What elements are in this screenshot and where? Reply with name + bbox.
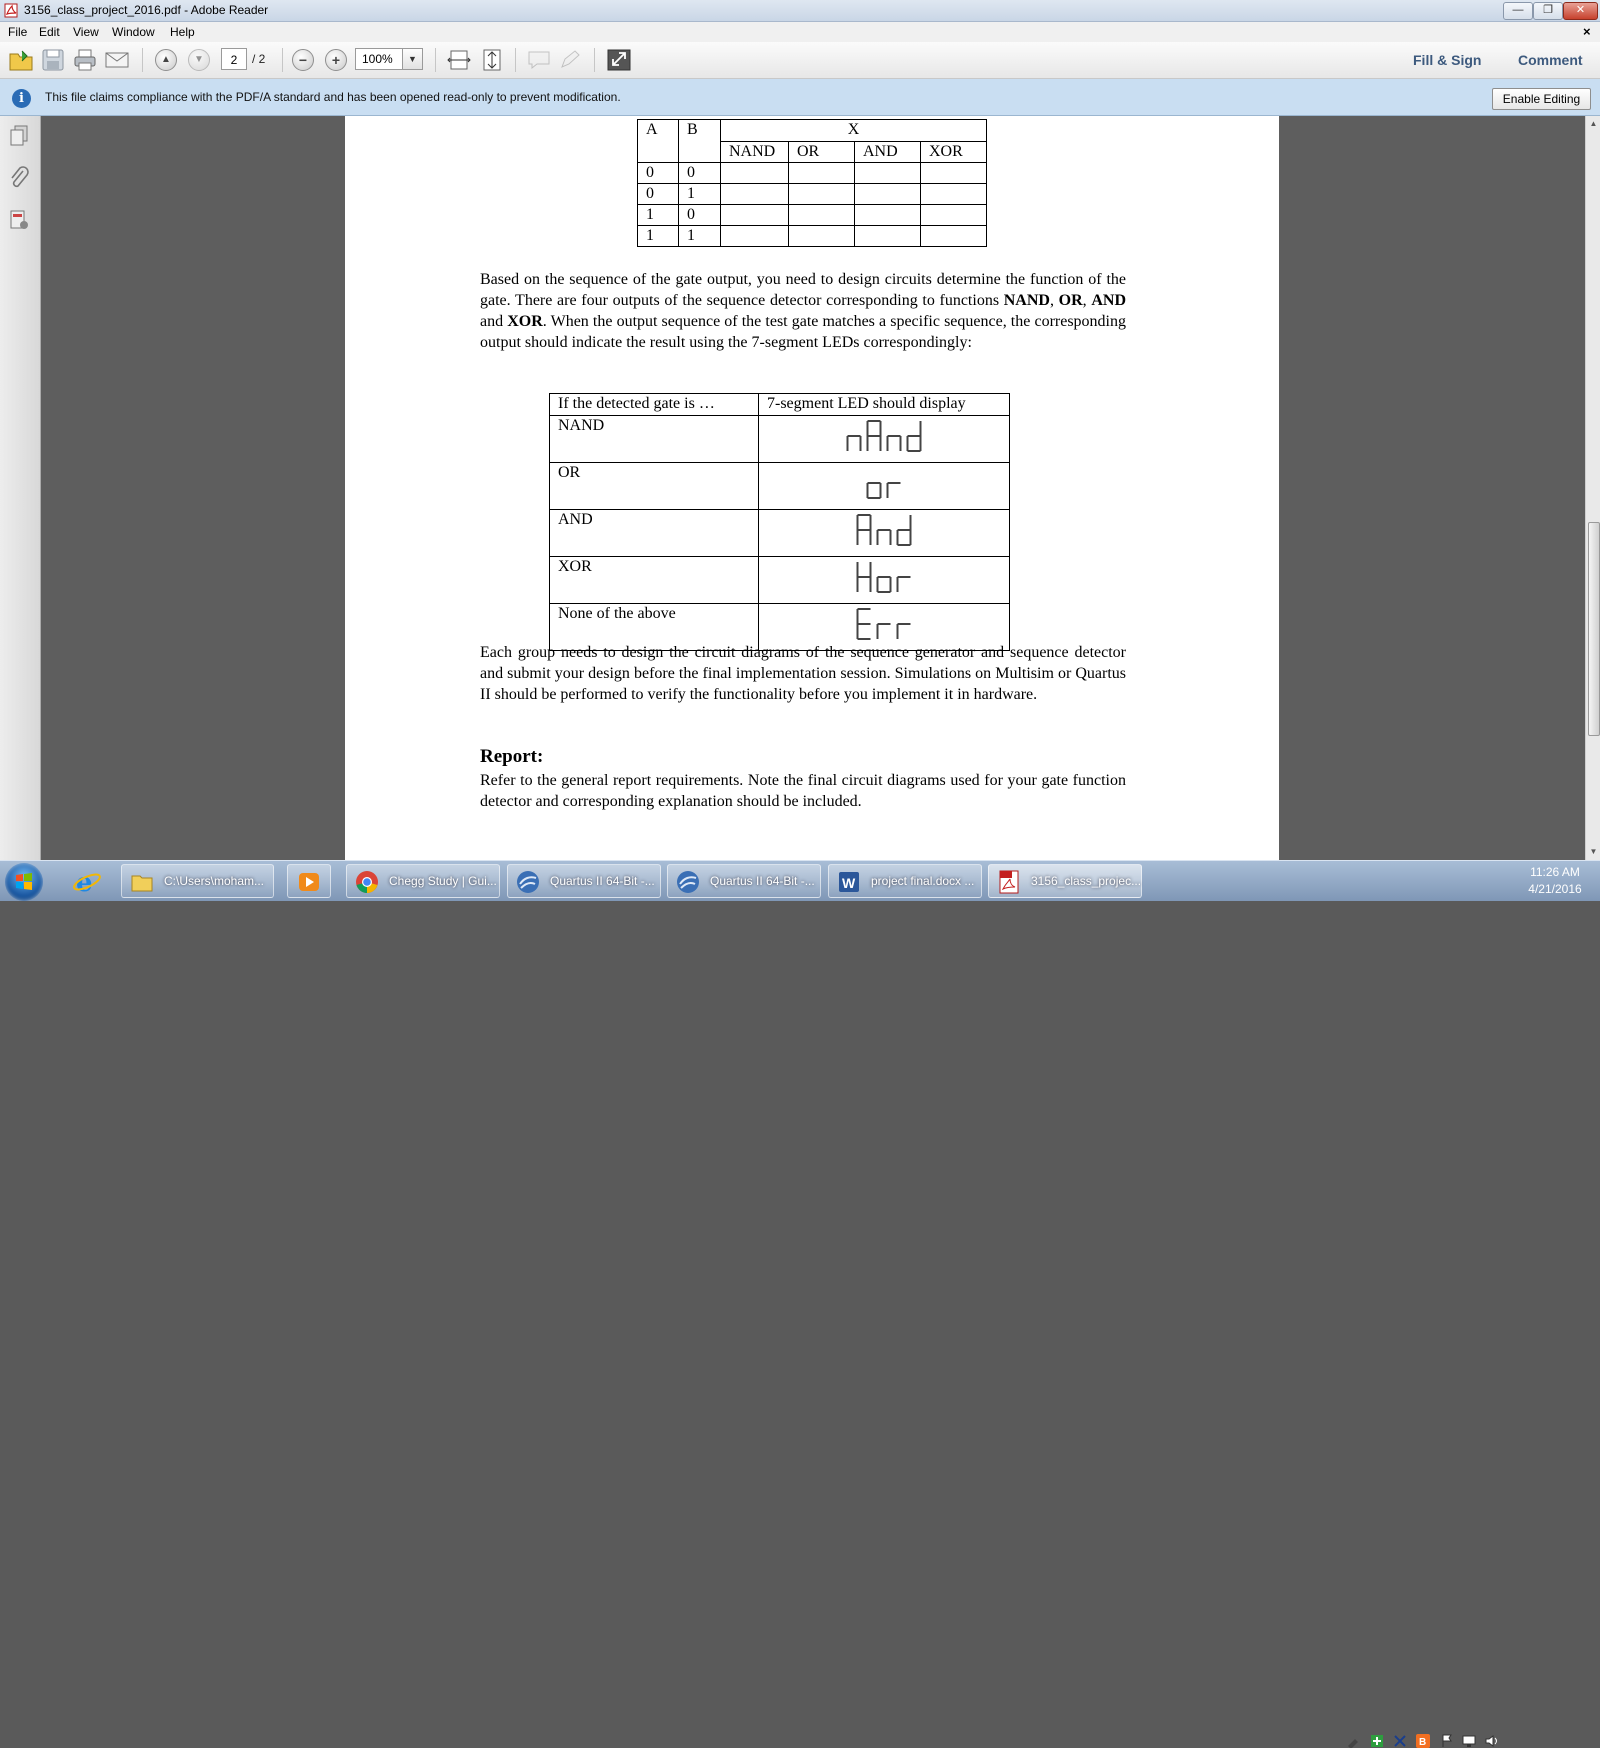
tray-b-icon[interactable] — [1416, 1734, 1430, 1748]
truth-header-x: X — [721, 120, 987, 142]
truth-header-b: B — [679, 120, 721, 163]
print-icon[interactable] — [72, 47, 98, 73]
close-document-button[interactable]: × — [1583, 24, 1591, 39]
open-folder-icon[interactable] — [8, 47, 34, 73]
save-icon[interactable] — [40, 47, 66, 73]
clock-date[interactable]: 4/21/2016 — [1528, 882, 1582, 896]
page-thumbnails-icon[interactable] — [8, 124, 30, 148]
taskbar-item-adobe-reader[interactable] — [988, 864, 1142, 898]
zoom-dropdown-button[interactable]: ▼ — [403, 48, 423, 70]
page-total: / 2 — [252, 52, 266, 66]
truth-cell-a: 0 — [638, 184, 679, 205]
truth-cell-a: 1 — [638, 205, 679, 226]
tray-tool-icon[interactable] — [1346, 1734, 1360, 1748]
fit-width-icon[interactable] — [446, 47, 472, 73]
taskbar-item-label: Quartus II 64-Bit -... — [550, 874, 655, 888]
truth-cell-empty — [721, 184, 789, 205]
clock-time[interactable]: 11:26 AM — [1530, 865, 1580, 879]
led-display-cell — [759, 557, 1010, 604]
paragraph-text: , — [1049, 292, 1059, 309]
bold-xor: XOR — [507, 313, 543, 330]
truth-cell-empty — [789, 226, 855, 247]
truth-cell-b: 1 — [679, 226, 721, 247]
taskbar-item-label: 3156_class_projec... — [1031, 874, 1142, 888]
bold-and: AND — [1091, 292, 1126, 309]
menu-view[interactable]: View — [73, 25, 99, 39]
paragraph-text: Based on the sequence of the gate output, you need to design circuits determine the function of the gate. There are four outputs of the sequence detector corresponding to functions — [480, 271, 1126, 309]
quartus-icon — [676, 870, 700, 894]
quartus-icon — [516, 870, 540, 894]
led-display-cell — [759, 463, 1010, 510]
led-header-display: 7-segment LED should display — [759, 394, 1010, 416]
start-button[interactable] — [5, 863, 43, 901]
internet-explorer-icon[interactable] — [72, 866, 102, 896]
led-gate-name: AND — [550, 510, 759, 557]
table-row — [550, 557, 1010, 604]
truth-cell-empty — [721, 205, 789, 226]
pdf-icon — [997, 870, 1021, 894]
truth-cell-b: 1 — [679, 184, 721, 205]
tray-network-error-icon[interactable] — [1393, 1734, 1407, 1748]
document-viewport[interactable] — [41, 116, 1586, 860]
truth-subheader: AND — [855, 141, 921, 163]
zoom-out-button[interactable]: − — [292, 49, 314, 71]
navigation-panel — [0, 116, 41, 860]
toolbar-separator — [515, 48, 516, 72]
table-row — [638, 163, 987, 184]
table-row — [550, 416, 1010, 463]
seven-segment-display — [759, 416, 1009, 456]
table-row — [638, 205, 987, 226]
truth-cell-empty — [855, 163, 921, 184]
menu-file[interactable]: File — [8, 25, 28, 39]
previous-page-button[interactable]: ▲ — [155, 49, 177, 71]
read-mode-icon[interactable] — [606, 47, 632, 73]
seven-segment-display — [759, 510, 1009, 550]
attachments-icon[interactable] — [8, 166, 30, 190]
table-row — [638, 184, 987, 205]
fit-page-icon[interactable] — [479, 47, 505, 73]
page-number-input[interactable]: 2 — [221, 48, 247, 70]
svg-text:B: B — [1419, 1737, 1427, 1748]
truth-cell-empty — [921, 226, 987, 247]
led-display-table — [549, 393, 1010, 651]
taskbar-item-label: C:\Users\moham... — [164, 874, 265, 888]
scrollbar-thumb[interactable] — [1588, 522, 1600, 736]
svg-text:e: e — [76, 868, 93, 896]
truth-cell-empty — [921, 205, 987, 226]
taskbar — [0, 860, 1600, 1748]
paragraph-text: and — [480, 313, 508, 330]
fill-and-sign-button[interactable]: Fill & Sign — [1413, 52, 1482, 68]
toolbar-separator — [142, 48, 143, 72]
truth-cell-empty — [721, 226, 789, 247]
truth-header-a: A — [638, 120, 679, 163]
seven-segment-display — [759, 463, 1009, 503]
taskbar-item-label: project final.docx ... — [871, 874, 975, 888]
word-icon — [837, 870, 861, 894]
truth-cell-empty — [789, 205, 855, 226]
bold-nand: NAND — [1003, 292, 1050, 309]
seven-segment-display — [759, 604, 1009, 644]
truth-subheader: NAND — [721, 141, 789, 163]
led-gate-name: XOR — [550, 557, 759, 604]
taskbar-item-quartus-2[interactable] — [667, 864, 821, 898]
paragraph-gate-function — [480, 269, 1126, 353]
toolbar-separator — [282, 48, 283, 72]
truth-cell-empty — [721, 163, 789, 184]
minimize-button[interactable]: — — [1503, 2, 1533, 20]
taskbar-item-chrome[interactable] — [346, 864, 500, 898]
taskbar-item-explorer[interactable] — [121, 864, 274, 898]
seven-segment-display — [759, 557, 1009, 597]
taskbar-item-media-player[interactable] — [287, 864, 331, 898]
sticky-note-icon[interactable] — [526, 47, 552, 73]
led-header-gate: If the detected gate is … — [550, 394, 759, 416]
report-heading: Report: — [480, 746, 544, 767]
comment-button[interactable]: Comment — [1518, 52, 1583, 68]
chrome-icon — [355, 870, 379, 894]
highlight-icon[interactable] — [558, 47, 584, 73]
email-icon[interactable] — [104, 47, 130, 73]
paragraph-design-requirements: Each group needs to design the circuit diagrams of the sequence generator and sequence detector and submit your design before the final implementation session. Simulations on Multisim or Quartus II should be performed to verify the functionality before you implement it in hardware. — [480, 644, 1126, 703]
truth-cell-empty — [789, 163, 855, 184]
truth-cell-empty — [855, 205, 921, 226]
bold-or: OR — [1058, 292, 1083, 309]
taskbar-item-word[interactable] — [828, 864, 982, 898]
close-button[interactable]: ✕ — [1563, 2, 1598, 20]
led-display-cell — [759, 510, 1010, 557]
scroll-down-arrow[interactable]: ▼ — [1589, 847, 1598, 856]
menu-bar — [0, 22, 1600, 42]
menu-help[interactable]: Help — [170, 25, 195, 39]
window-title: 3156_class_project_2016.pdf - Adobe Reader — [24, 3, 269, 17]
led-gate-name: None of the above — [550, 604, 759, 651]
next-page-button[interactable]: ▼ — [188, 49, 210, 71]
pdf-page — [345, 116, 1279, 860]
paragraph-text: , — [1082, 292, 1092, 309]
vertical-scrollbar[interactable] — [1585, 116, 1600, 860]
led-gate-name: OR — [550, 463, 759, 510]
zoom-in-button[interactable]: + — [325, 49, 347, 71]
title-bar — [0, 0, 1600, 22]
info-message: This file claims compliance with the PDF/A standard and has been opened read-only to prevent modification. — [45, 90, 621, 104]
menu-edit[interactable]: Edit — [39, 25, 60, 39]
toolbar-separator — [594, 48, 595, 72]
taskbar-item-quartus-1[interactable] — [507, 864, 661, 898]
info-bar — [0, 79, 1600, 116]
taskbar-item-label: Quartus II 64-Bit -... — [710, 874, 815, 888]
truth-subheader: OR — [789, 141, 855, 163]
media-player-icon — [297, 870, 321, 894]
truth-cell-empty — [921, 163, 987, 184]
adobe-reader-icon — [4, 3, 18, 18]
truth-table — [637, 119, 987, 247]
scroll-up-arrow[interactable]: ▲ — [1589, 119, 1598, 128]
zoom-input[interactable]: 100% — [355, 48, 403, 70]
tray-flag-icon[interactable] — [1440, 1734, 1454, 1748]
truth-cell-a: 1 — [638, 226, 679, 247]
svg-text:W: W — [842, 875, 856, 891]
paragraph-text: . When the output sequence of the test gate matches a specific sequence, the corresponding output should indicate the result using the 7-segment LEDs correspondingly: — [480, 313, 1126, 351]
tray-display-icon[interactable] — [1462, 1734, 1476, 1748]
truth-cell-empty — [855, 226, 921, 247]
tray-security-icon[interactable] — [1370, 1734, 1384, 1748]
toolbar-separator — [435, 48, 436, 72]
folder-icon — [130, 870, 154, 894]
menu-window[interactable]: Window — [112, 25, 155, 39]
truth-cell-b: 0 — [679, 163, 721, 184]
led-display-cell — [759, 416, 1010, 463]
paragraph-report: Refer to the general report requirements. Note the final circuit diagrams used for your gate function detector and corresponding explanation should be included. — [480, 772, 1126, 810]
windows-logo-icon — [5, 863, 43, 901]
table-row — [550, 510, 1010, 557]
enable-editing-button[interactable]: Enable Editing — [1492, 88, 1591, 110]
tray-volume-icon[interactable] — [1485, 1734, 1499, 1748]
maximize-button[interactable]: ❐ — [1533, 2, 1563, 20]
table-row — [550, 463, 1010, 510]
taskbar-item-label: Chegg Study | Gui... — [389, 874, 497, 888]
truth-cell-a: 0 — [638, 163, 679, 184]
signatures-icon[interactable] — [8, 208, 30, 232]
truth-subheader: XOR — [921, 141, 987, 163]
truth-cell-empty — [789, 184, 855, 205]
info-icon: i — [12, 89, 31, 108]
truth-cell-b: 0 — [679, 205, 721, 226]
led-gate-name: NAND — [550, 416, 759, 463]
table-row — [638, 226, 987, 247]
truth-cell-empty — [921, 184, 987, 205]
truth-cell-empty — [855, 184, 921, 205]
